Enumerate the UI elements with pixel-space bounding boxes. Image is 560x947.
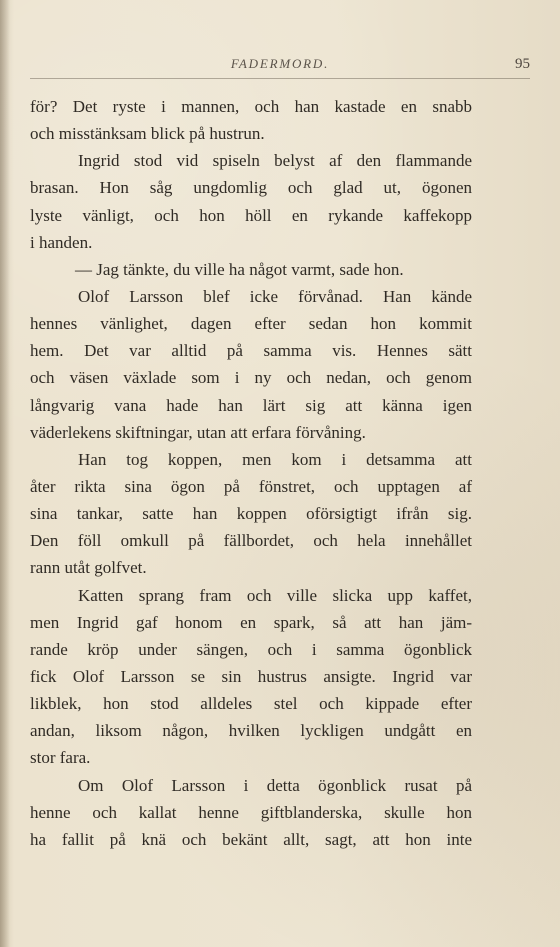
text-line: ha fallit på knä och bekänt allt, sagt, att hon inte [30,829,472,849]
text-line: sina tankar, satte han koppen oförsigtigt ifrån sig. [30,504,472,524]
text-line: fick Olof Larsson se sin hustrus ansigte. Ingrid var [30,666,472,686]
text-line: och väsen växlade som i ny och nedan, och genom [30,368,472,388]
text-line: rann utåt golfvet. [30,558,147,578]
text-line: i handen. [30,232,93,252]
text-line: men Ingrid gaf honom en spark, så att han jäm- [30,612,472,632]
text-line: henne och kallat henne giftblanderska, skulle hon [30,802,472,822]
header-rule [30,78,530,79]
text-line: åter rikta sina ögon på fönstret, och upptagen af [30,476,472,496]
text-line: rande kröp under sängen, och i samma ögonblick [30,639,472,659]
text-line: för? Det ryste i mannen, och han kastade en snabb [30,97,472,116]
text-line: Om Olof Larsson i detta ögonblick rusat på [78,775,472,795]
text-line: hennes vänlighet, dagen efter sedan hon kommit [30,314,472,334]
text-line: och misstänksam blick på hustrun. [30,124,265,144]
body-text [30,93,472,853]
text-line: långvarig vana hade han lärt sig att känna igen [30,395,472,415]
text-line: Katten sprang fram och ville slicka upp kaffet, [78,585,472,605]
text-line: likblek, hon stod alldeles stel och kippade efter [30,694,472,714]
text-line: Olof Larsson blef icke förvånad. Han kände [78,286,472,306]
running-title: FADERMORD. [230,56,330,71]
text-line: hem. Det var alltid på samma vis. Hennes sätt [30,341,472,361]
text-line: Den föll omkull på fällbordet, och hela innehållet [30,531,472,551]
page-gutter-shadow [0,0,10,947]
text-line: Han tog koppen, men kom i detsamma att [78,449,472,469]
text-line: andan, liksom någon, hvilken lyckligen undgått en [30,721,472,741]
text-line: brasan. Hon såg ungdomlig och glad ut, ögonen [30,178,472,198]
text-line: lyste vänligt, och hon höll en rykande kaffekopp [30,205,472,225]
text-line: stor fara. [30,748,91,768]
text-line: Ingrid stod vid spiseln belyst af den flammande [78,151,472,171]
text-line: väderlekens skiftningar, utan att erfara förvåning. [30,422,366,442]
page-header [30,56,530,82]
text-line: — Jag tänkte, du ville ha något varmt, sade hon. [75,259,404,279]
page-number: 95 [515,56,530,72]
